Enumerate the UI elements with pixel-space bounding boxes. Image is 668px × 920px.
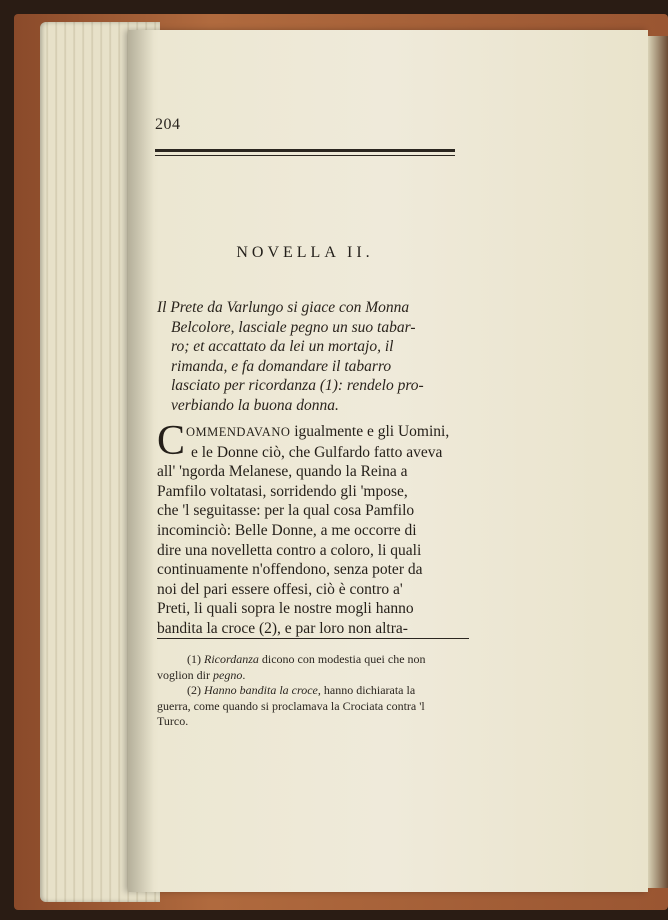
summary-line: ro; et accattato da lei un mortajo, il bbox=[171, 338, 394, 356]
gutter-shadow bbox=[128, 30, 154, 892]
summary-line: Il Prete da Varlungo si giace con Monna bbox=[157, 299, 410, 316]
footnote-mark: (1) bbox=[187, 652, 201, 666]
page-right-edge bbox=[648, 36, 668, 888]
chapter-summary bbox=[157, 298, 469, 416]
footnote-term: pegno bbox=[213, 667, 243, 682]
footnote-1 bbox=[157, 652, 471, 668]
body-line: dire una novelletta contro a coloro, li quali bbox=[157, 541, 422, 559]
summary-line: lasciato per ricordanza (1): rendelo pro- bbox=[171, 377, 424, 395]
footnote-rule bbox=[157, 638, 469, 639]
body-line: incominciò: Belle Donne, a me occorre di bbox=[157, 521, 417, 539]
footnote-text: , hanno dichiarata la bbox=[317, 683, 416, 697]
body-line: e le Donne ciò, che Gulfardo fatto aveva bbox=[191, 443, 443, 461]
footnotes bbox=[157, 652, 471, 730]
summary-line: Belcolore, lasciale pegno un suo tabar- bbox=[171, 318, 416, 336]
header-rule-thick bbox=[155, 149, 455, 152]
body-line: che 'l seguitasse: per la qual cosa Pamfilo bbox=[157, 502, 415, 520]
drop-cap: C bbox=[157, 418, 186, 464]
body-line: continuamente n'offendono, senza poter da bbox=[157, 561, 423, 579]
body-line: noi del pari essere offesi, ciò è contro a' bbox=[157, 580, 403, 598]
footnote-text: . bbox=[242, 667, 246, 682]
body-first-line bbox=[157, 422, 471, 443]
first-line-text: igualmente e gli Uomini, bbox=[290, 423, 450, 440]
footnote-mark: (2) bbox=[187, 683, 201, 697]
summary-line: rimanda, e fa domandare il tabarro bbox=[171, 357, 392, 375]
footnote-term: Hanno bandita la croce bbox=[204, 683, 318, 697]
body-line: bandita la croce (2), e par loro non altra- bbox=[157, 619, 408, 637]
body-line: Pamfilo voltatasi, sorridendo gli 'mpose, bbox=[157, 482, 408, 500]
footnote-2-cont: Turco. bbox=[157, 714, 189, 728]
header-rule-thin bbox=[155, 155, 455, 156]
page-number: 204 bbox=[155, 116, 181, 133]
footnote-text: voglion dir bbox=[157, 667, 213, 682]
body-line: all' 'ngorda Melanese, quando la Reina a bbox=[157, 463, 408, 481]
summary-line: verbiando la buona donna. bbox=[171, 396, 339, 414]
first-word-smallcaps: OMMENDAVANO bbox=[186, 425, 291, 439]
footnote-text: dicono con modestia quei che non bbox=[258, 652, 426, 666]
footnote-1-cont bbox=[157, 668, 471, 684]
footnote-2 bbox=[157, 683, 471, 699]
footnote-term: Ricordanza bbox=[204, 652, 259, 666]
body-line: Preti, li quali sopra le nostre mogli hanno bbox=[157, 600, 414, 618]
body-text bbox=[157, 418, 471, 639]
footnote-2-cont: guerra, come quando si proclamava la Crociata contra 'l bbox=[157, 698, 425, 713]
chapter-title: NOVELLA II. bbox=[236, 244, 374, 261]
